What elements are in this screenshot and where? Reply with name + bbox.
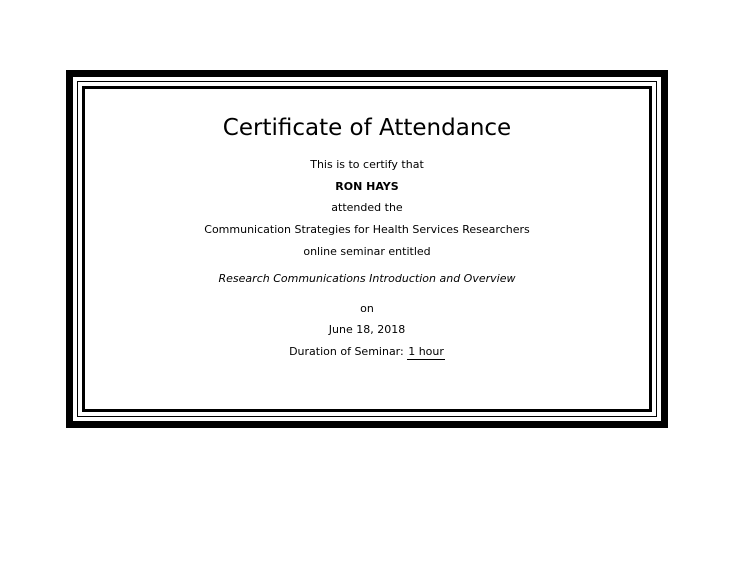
certificate-frame [66, 70, 668, 428]
attended-line: attended the [331, 201, 403, 214]
certificate-title: Certificate of Attendance [222, 115, 512, 141]
duration-line [73, 345, 661, 360]
on-line: on [360, 302, 374, 315]
duration-label: Duration of Seminar: [289, 345, 404, 358]
course-name: Communication Strategies for Health Services Researchers [204, 223, 530, 236]
seminar-date: June 18, 2018 [328, 323, 406, 336]
recipient-name: RON HAYS [335, 180, 399, 193]
duration-value: 1 hour [408, 345, 444, 358]
seminar-title: Research Communications Introduction and Overview [218, 272, 516, 285]
seminar-line: online seminar entitled [303, 245, 431, 258]
certify-line: This is to certify that [310, 158, 424, 171]
